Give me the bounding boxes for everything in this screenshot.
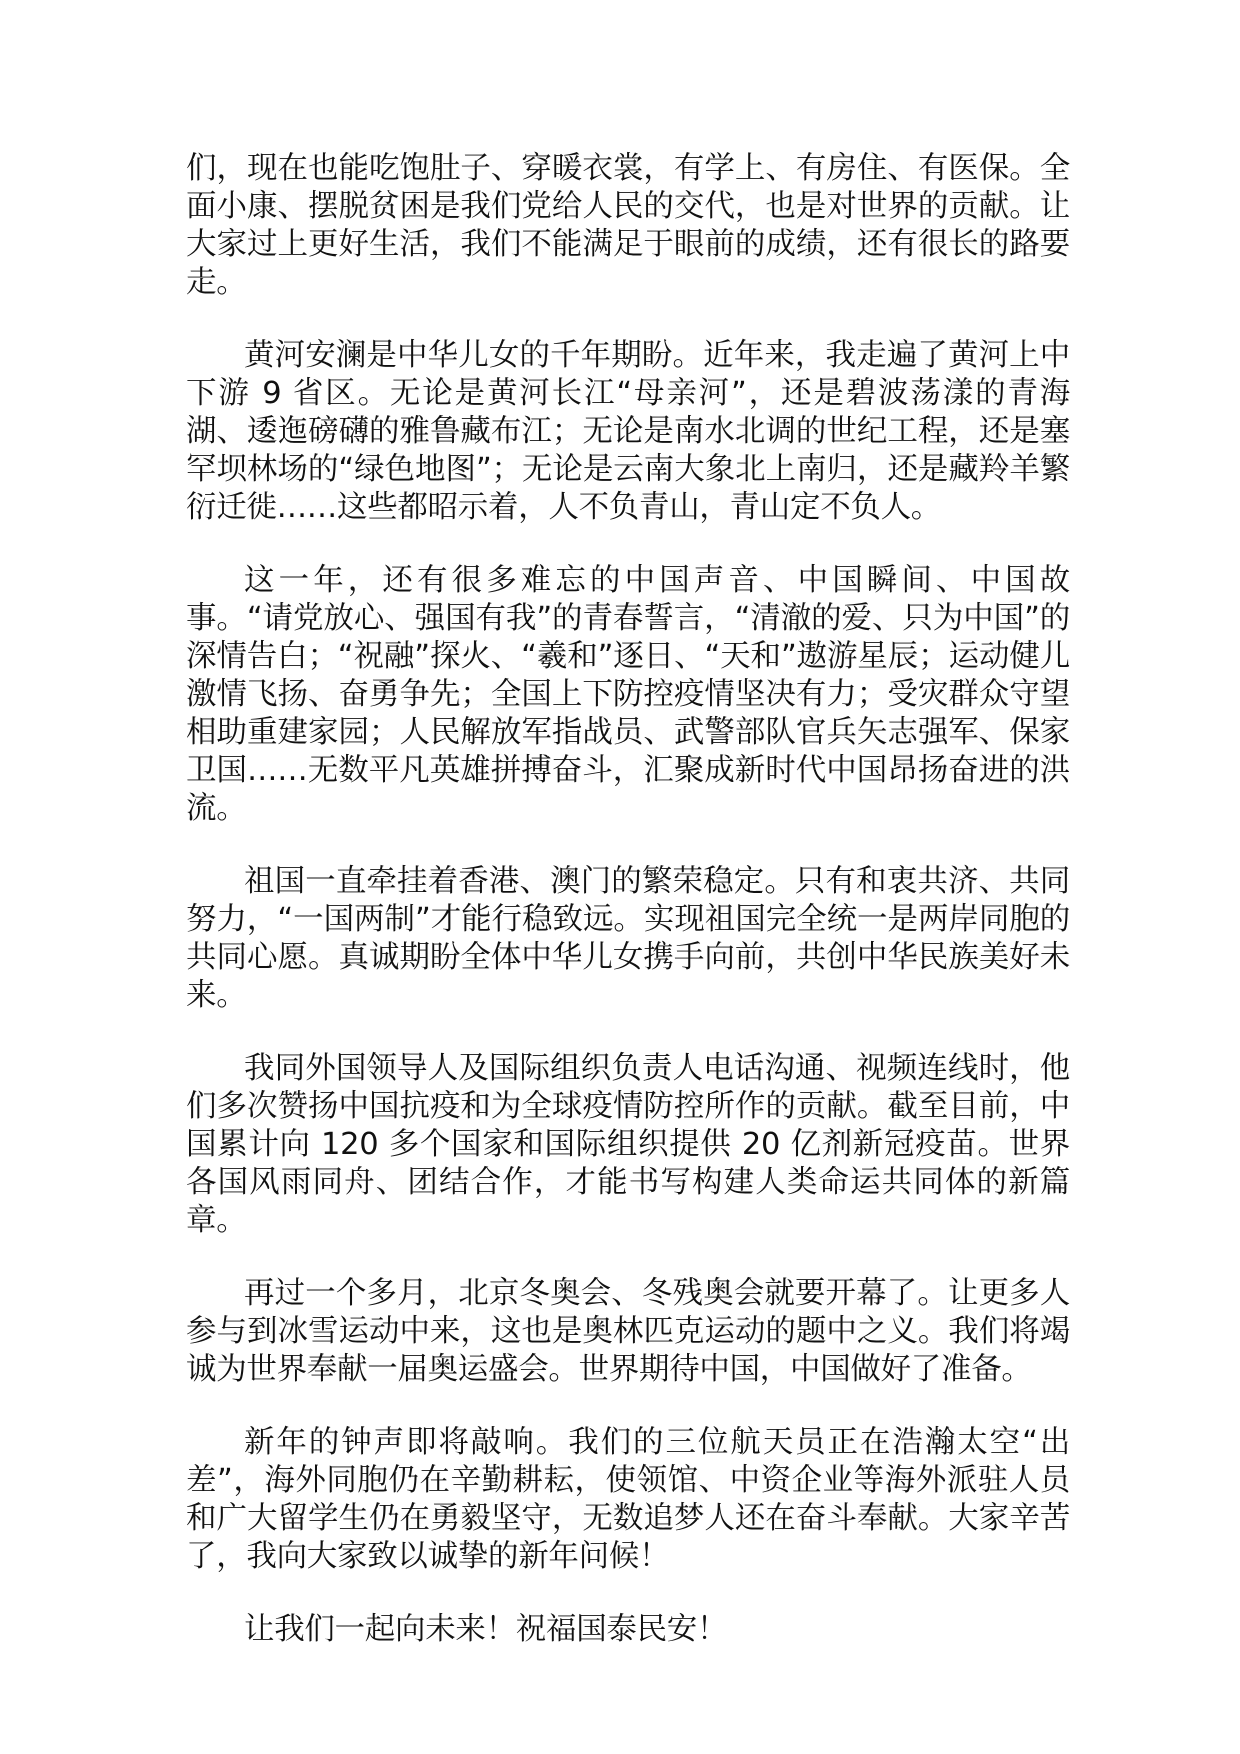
document-page xyxy=(186,150,1070,1684)
paragraph-4: 祖国一直牵挂着香港、澳门的繁荣稳定。只有和衷共济、共同努力，“一国两制”才能行稳致远。实现祖国完全统一是两岸同胞的共同心愿。真诚期盼全体中华儿女携手向前，共创中华民族美好未来。 xyxy=(186,864,1070,1013)
paragraph-5: 我同外国领导人及国际组织负责人电话沟通、视频连线时，他们多次赞扬中国抗疫和为全球疫情防控所作的贡献。截至目前，中国累计向 120 多个国家和国际组织提供 20 亿剂新冠疫苗。世界各国风雨同舟、团结合作，才能书写构建人类命运共同体的新篇章。 xyxy=(186,1051,1070,1238)
paragraph-7: 新年的钟声即将敲响。我们的三位航天员正在浩瀚太空“出差”，海外同胞仍在辛勤耕耘，使领馆、中资企业等海外派驻人员和广大留学生仍在勇毅坚守，无数追梦人还在奋斗奉献。大家辛苦了，我向大家致以诚挚的新年问候！ xyxy=(186,1425,1070,1574)
paragraph-2: 黄河安澜是中华儿女的千年期盼。近年来，我走遍了黄河上中下游 9 省区。无论是黄河长江“母亲河”，还是碧波荡漾的青海湖、逶迤磅礴的雅鲁藏布江；无论是南水北调的世纪工程，还是塞罕坝林场的“绿色地图”；无论是云南大象北上南归，还是藏羚羊繁衍迁徙……这些都昭示着，人不负青山，青山定不负人。 xyxy=(186,338,1070,525)
paragraph-6: 再过一个多月，北京冬奥会、冬残奥会就要开幕了。让更多人参与到冰雪运动中来，这也是奥林匹克运动的题中之义。我们将竭诚为世界奉献一届奥运盛会。世界期待中国，中国做好了准备。 xyxy=(186,1276,1070,1387)
paragraph-1: 们，现在也能吃饱肚子、穿暖衣裳，有学上、有房住、有医保。全面小康、摆脱贫困是我们党给人民的交代，也是对世界的贡献。让大家过上更好生活，我们不能满足于眼前的成绩，还有很长的路要走。 xyxy=(186,151,1070,300)
paragraph-8: 让我们一起向未来！祝福国泰民安！ xyxy=(244,1612,728,1647)
paragraph-3: 这一年，还有很多难忘的中国声音、中国瞬间、中国故事。“请党放心、强国有我”的青春誓言，“清澈的爱、只为中国”的深情告白；“祝融”探火、“羲和”逐日、“天和”遨游星辰；运动健儿激情飞扬、奋勇争先；全国上下防控疫情坚决有力；受灾群众守望相助重建家园；人民解放军指战员、武警部队官兵矢志强军、保家卫国……无数平凡英雄拼搏奋斗，汇聚成新时代中国昂扬奋进的洪流。 xyxy=(186,563,1070,826)
